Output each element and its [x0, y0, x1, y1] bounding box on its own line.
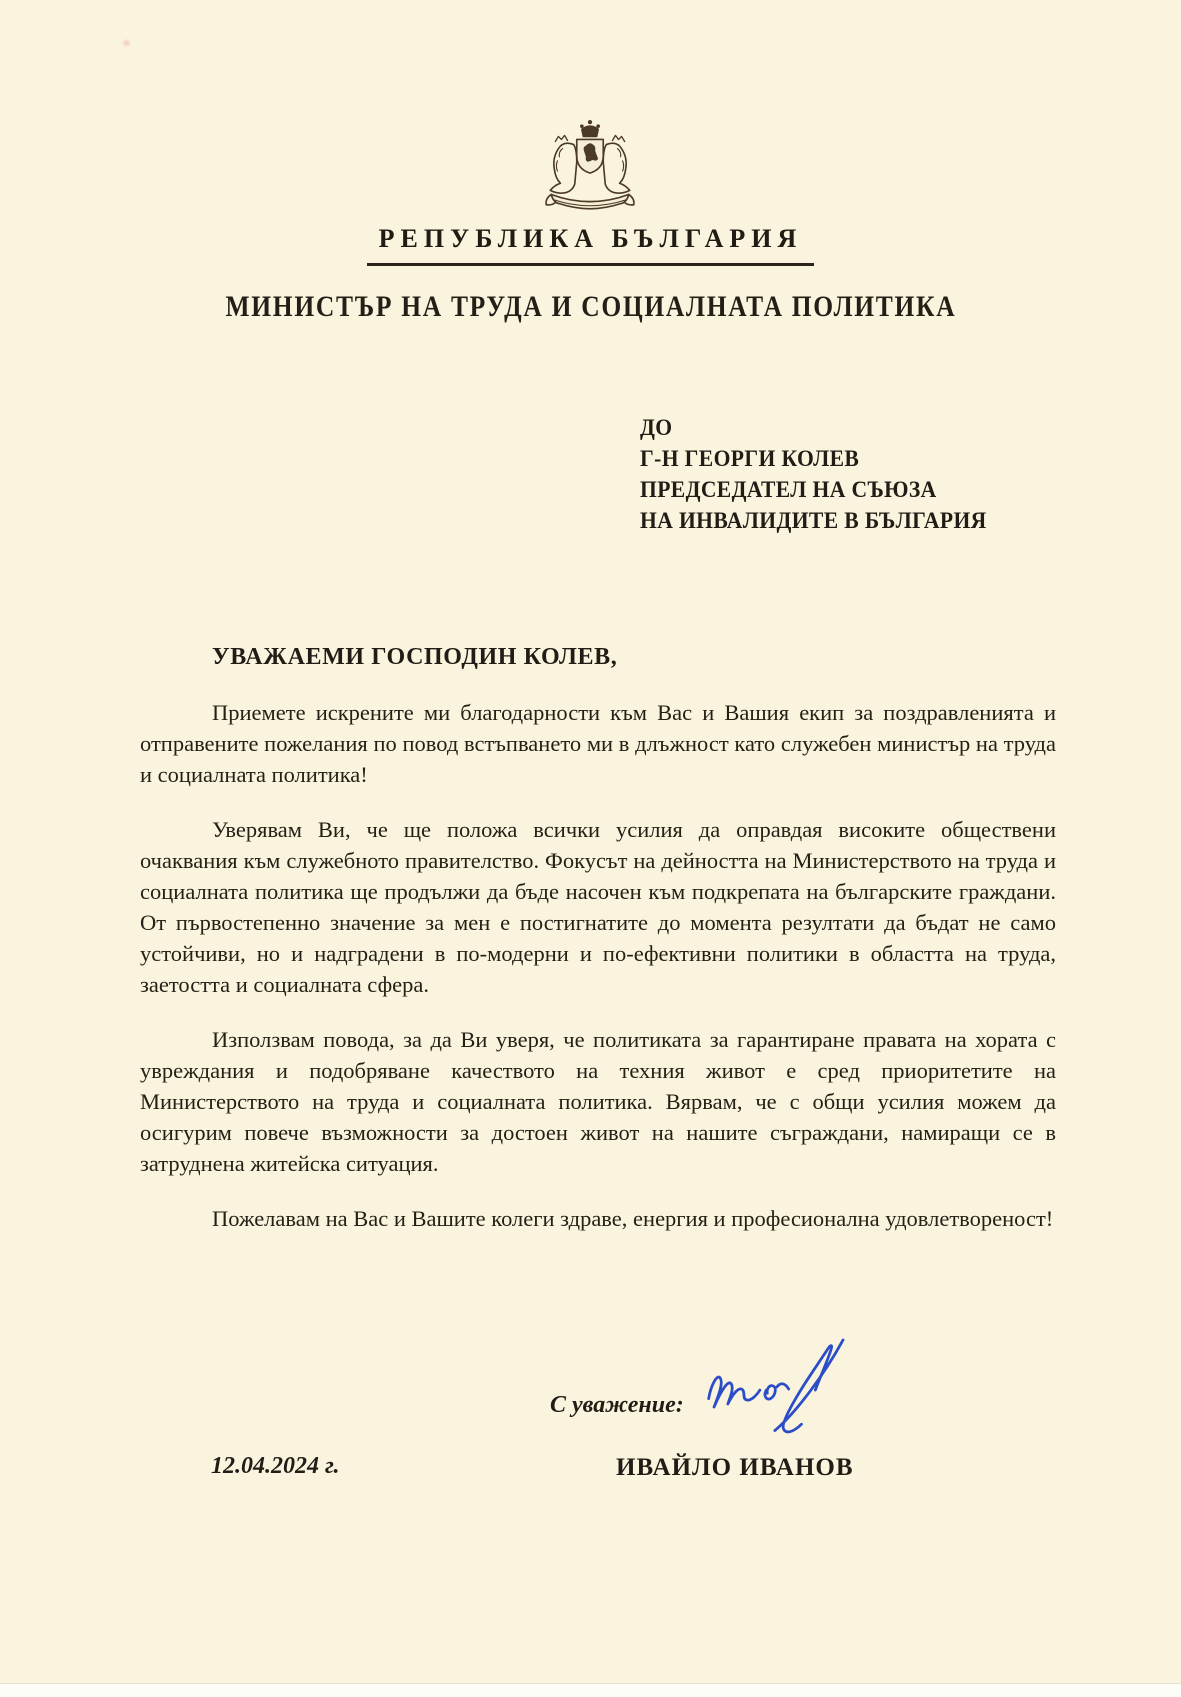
republic-title-wrap	[0, 224, 1181, 266]
minister-title: МИНИСТЪР НА ТРУДА И СОЦИАЛНАТА ПОЛИТИКА	[225, 290, 956, 323]
recipient-block	[640, 412, 987, 536]
body-paragraph: Използвам повода, за да Ви уверя, че политиката за гарантиране правата на хората с увреждания и подобряване качеството на техния живот е сред приоритетите на Министерството на труда и социалната политика. Вярвам, че с общи усилия можем да осигурим повече възможности за достоен живот на нашите съграждани, намиращи се в затруднена житейска ситуация.	[140, 1027, 1056, 1176]
bulgaria-coat-of-arms-icon	[528, 114, 652, 222]
paper-bottom-edge	[0, 1683, 1181, 1697]
body-paragraph: Уверявам Ви, че ще положа всички усилия да оправдая високите обществени очаквания към служебното правителство. Фокусът на дейността на Министерството на труда и социалната политика ще продължи да бъде насочен към подкрепата на българските граждани. От първостепенно значение за мен е постигнатите до момента резултати да бъдат не само устойчиви, но и надградени в по-модерни и по-ефективни политики в областта на труда, заетостта и социалната сфера.	[140, 817, 1056, 997]
closing-label: С уважение:	[550, 1392, 684, 1418]
signer-name: ИВАЙЛО ИВАНОВ	[616, 1454, 854, 1481]
minister-title-wrap	[0, 290, 1181, 324]
recipient-line: НА ИНВАЛИДИТЕ В БЪЛГАРИЯ	[640, 508, 987, 533]
letter-body	[140, 697, 1056, 1258]
body-paragraph: Пожелавам на Вас и Вашите колеги здраве, енергия и професионална удовлетвореност!	[212, 1206, 1054, 1231]
recipient-line: Г-Н ГЕОРГИ КОЛЕВ	[640, 446, 860, 471]
recipient-line: ПРЕДСЕДАТЕЛ НА СЪЮЗА	[640, 477, 937, 502]
body-paragraph: Приемете искрените ми благодарности към Вас и Вашия екип за поздравленията и отправените пожелания по повод встъпването ми в длъжност като служебен министър на труда и социалната политика!	[140, 700, 1056, 787]
recipient-line: ДО	[640, 415, 673, 440]
handwritten-signature-icon	[698, 1330, 858, 1448]
letter-date: 12.04.2024 г.	[211, 1453, 340, 1479]
salutation: УВАЖАЕМИ ГОСПОДИН КОЛЕВ,	[212, 644, 618, 670]
scan-artifact-speck	[123, 40, 130, 46]
republic-title: РЕПУБЛИКА БЪЛГАРИЯ	[367, 224, 815, 266]
